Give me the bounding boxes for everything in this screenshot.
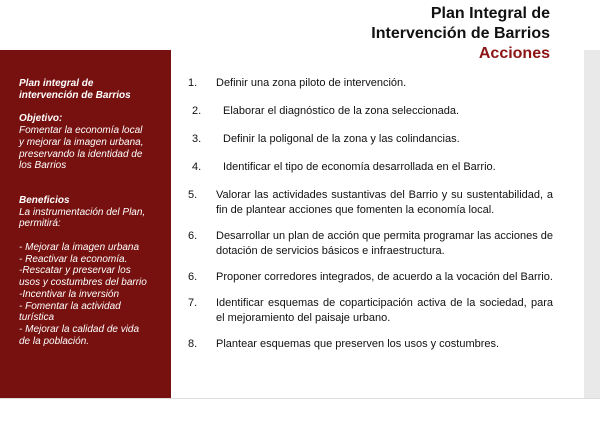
list-item (188, 132, 553, 147)
plan-title: Plan integral de intervención de Barrios (19, 78, 131, 101)
slide-title (210, 4, 550, 64)
slide-subtitle: Acciones (478, 45, 550, 62)
item-number: 6. (188, 271, 198, 283)
list-item (188, 76, 553, 91)
item-text: Definir la poligonal de la zona y las colindancias. (223, 133, 460, 145)
benefits-list: - Mejorar la imagen urbana - Reactivar la economía. -Rescatar y preservar los usos y costumbres del barrio -Incentivar la inversión - Fomentar la actividad turística - Mejorar la calidad de vida de la población. (19, 242, 147, 347)
item-text: Definir una zona piloto de intervención. (216, 77, 407, 89)
objective-text: Fomentar la economía local y mejorar la imagen urbana, preservando la identidad de los Barrios (19, 125, 144, 172)
actions-list (188, 76, 553, 352)
item-number: 1. (188, 77, 198, 89)
item-number: 6. (188, 230, 198, 242)
item-text: Identificar esquemas de coparticipación activa de la sociedad, para el mejoramiento del paisaje urbano. (216, 297, 553, 324)
divider (0, 398, 600, 399)
item-number: 2. (192, 105, 202, 117)
item-number: 8. (188, 338, 198, 350)
scrollbar-track[interactable] (584, 50, 600, 398)
spacer (19, 101, 165, 113)
list-item (188, 229, 553, 259)
title-line-1: Plan Integral de (430, 5, 550, 22)
list-item (188, 160, 553, 175)
item-text: Valorar las actividades sustantivas del Barrio y su sustentabilidad, a fin de plantear acciones que fomenten la economía local. (216, 189, 553, 216)
item-text: Plantear esquemas que preserven los usos y costumbres. (216, 338, 500, 350)
benefits-intro: La instrumentación del Plan, permitirá: (19, 206, 146, 230)
list-item (188, 188, 553, 218)
item-number: 3. (192, 133, 202, 145)
sidebar-panel (0, 50, 171, 398)
list-item (188, 337, 553, 352)
item-text: Desarrollar un plan de acción que permita programar las acciones de dotación de servicios básicos e infraestructura. (216, 230, 553, 257)
item-number: 7. (188, 297, 198, 309)
item-text: Proponer corredores integrados, de acuerdo a la vocación del Barrio. (216, 271, 553, 283)
title-line-2: Intervención de Barrios (371, 25, 550, 42)
spacer (19, 172, 165, 195)
item-text: Identificar el tipo de economía desarrollada en el Barrio. (223, 161, 496, 173)
list-item (188, 270, 553, 285)
spacer (19, 230, 165, 242)
item-number: 5. (188, 189, 198, 201)
list-item (188, 296, 553, 326)
item-number: 4. (192, 161, 202, 173)
objective-heading: Objetivo: (19, 113, 63, 125)
list-item (188, 104, 553, 119)
benefits-heading: Beneficios (19, 194, 70, 206)
item-text: Elaborar el diagnóstico de la zona seleccionada. (223, 105, 460, 117)
